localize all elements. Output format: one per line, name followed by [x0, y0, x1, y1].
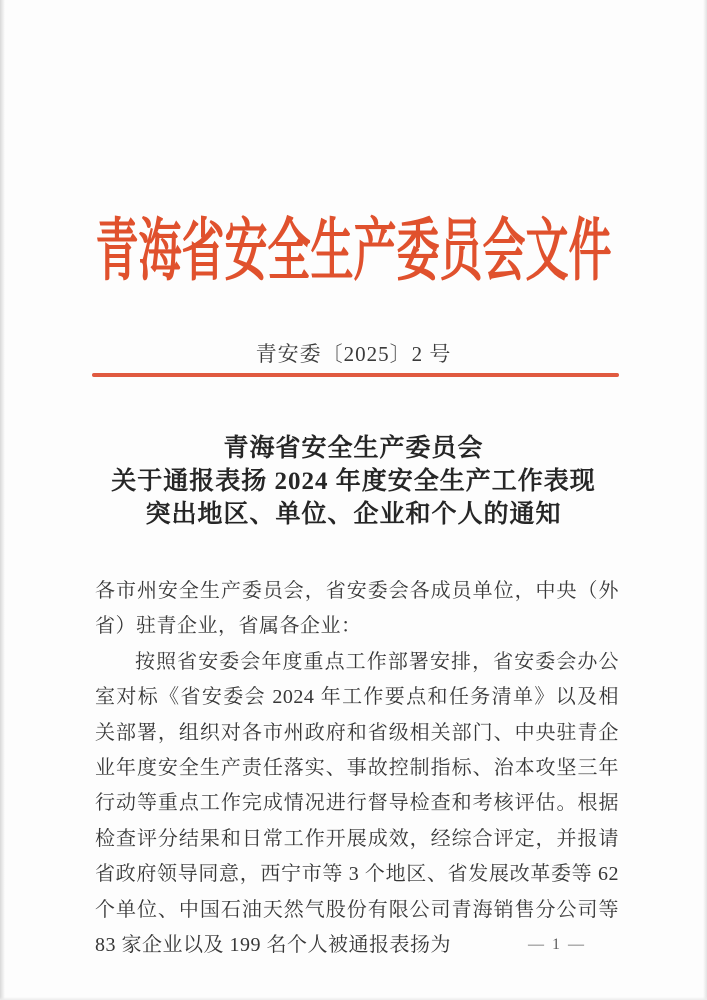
main-paragraph: 按照省安委会年度重点工作部署安排，省安委会办公室对标《省安委会 2024 年工作要点和任务清单》以及相关部署，组织对各市州政府和省级相关部门、中央驻青企业年度安全生产责任落实、事故控制指标、治本攻坚三年行动等重点工作完成情况进行督导检查和考核评估。根据检查评分结果和日常工作开展成效，经综合评定，并报请省政府领导同意，西宁市等 3 个地区、省发展改革委等 62 个单位、中国石油天然气股份有限公司青海销售分公司等 83 家企业以及 199 名个人被通报表扬为	[95, 650, 619, 957]
document-title-line-3: 突出地区、单位、企业和个人的通知	[145, 501, 562, 528]
document-number: 青安委〔2025〕2 号	[255, 342, 452, 366]
salutation-paragraph: 各市州安全生产委员会，省安委会各成员单位，中央（外省）驻青企业，省属各企业：	[95, 580, 619, 638]
document-header-title	[0, 198, 707, 290]
page-number: — 1 —	[528, 936, 586, 953]
document-title	[0, 432, 707, 531]
document-header-title-text: 青海省安全生产委员会文件	[95, 215, 612, 290]
document-body	[95, 574, 619, 963]
red-divider-rule	[92, 373, 619, 377]
document-title-line-2: 关于通报表扬 2024 年度安全生产工作表现	[111, 468, 596, 495]
document-title-line-1: 青海省安全生产委员会	[223, 435, 484, 462]
